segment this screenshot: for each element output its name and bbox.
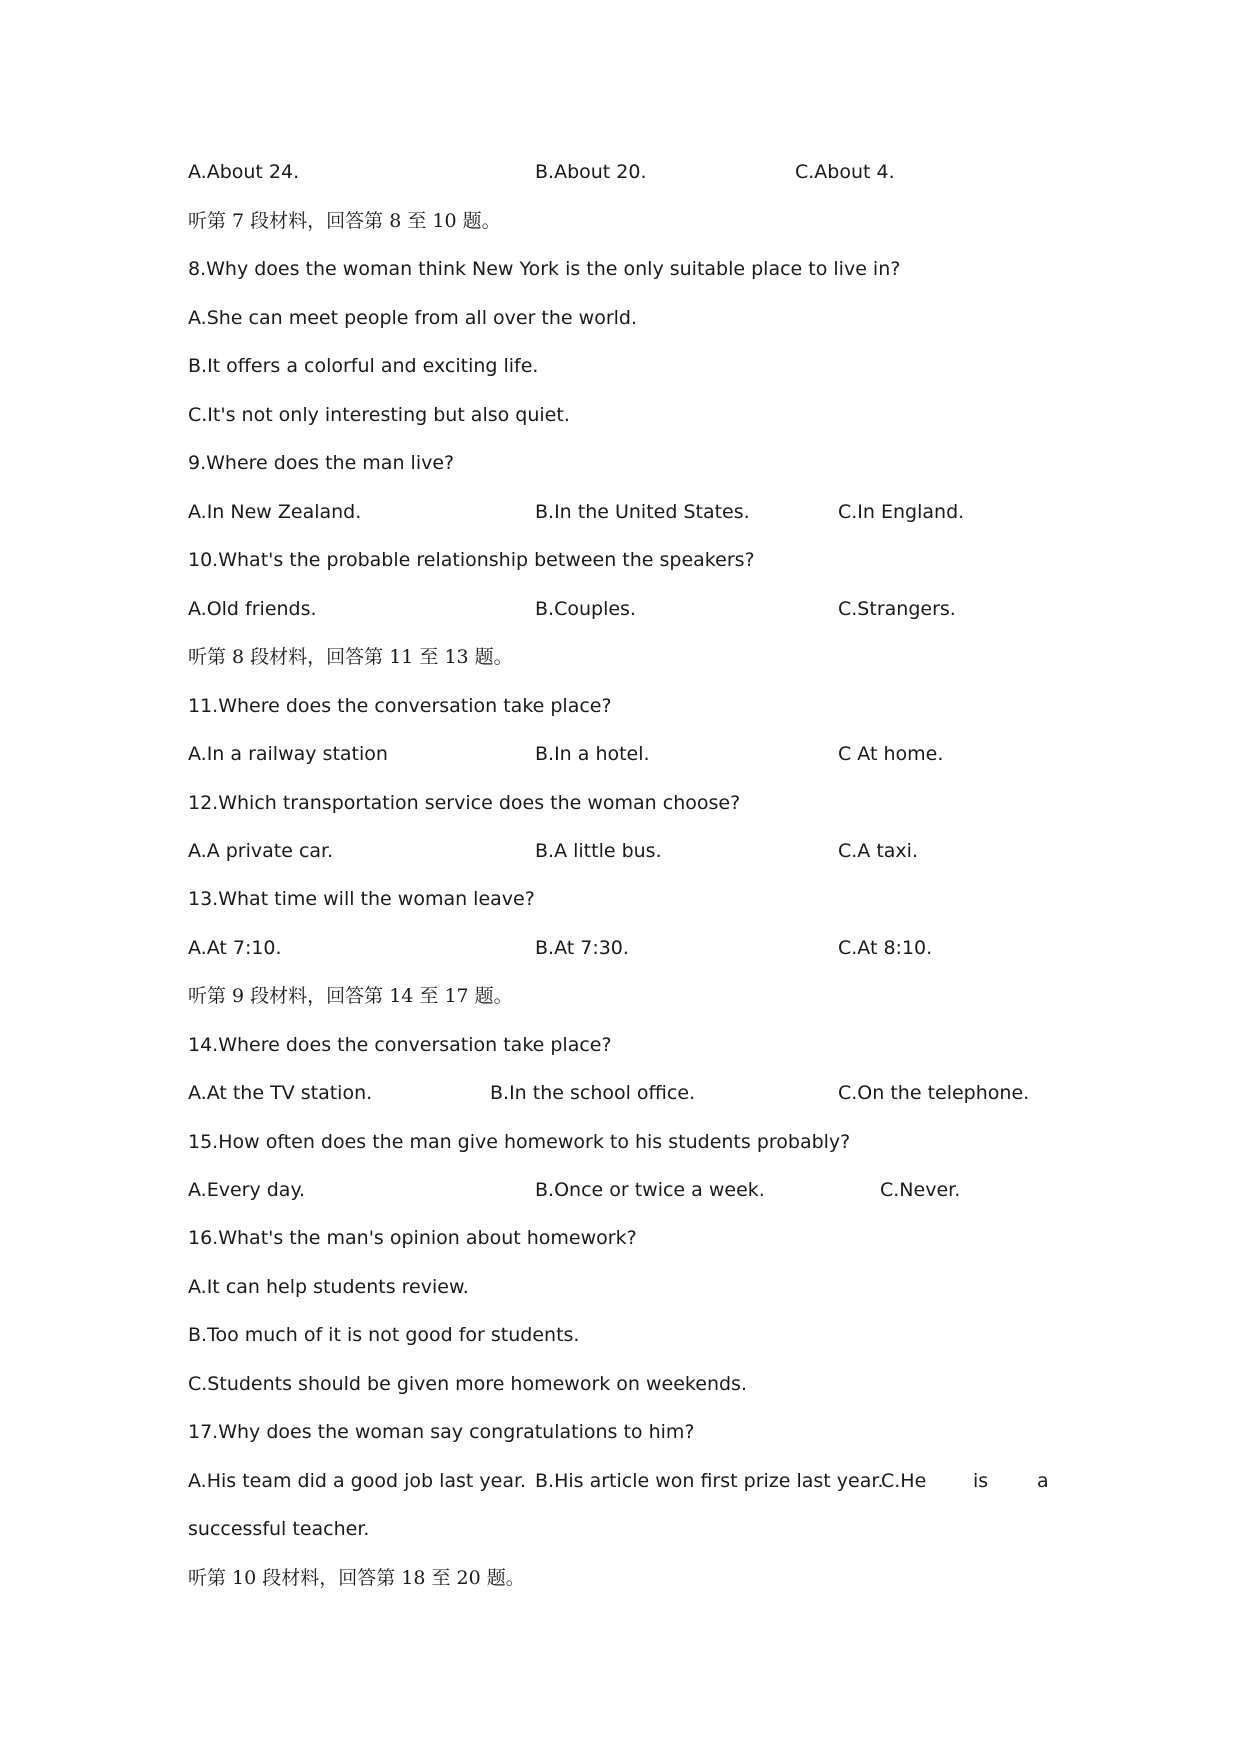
q16-option-b: B.Too much of it is not good for students. — [188, 1324, 580, 1346]
q14-option-a: A.At the TV station. — [188, 1082, 373, 1104]
q9-option-c: C.In England. — [838, 501, 965, 523]
q17-option-c-word-2: is — [973, 1470, 989, 1492]
q7-option-a: A.About 24. — [188, 161, 300, 183]
section-heading-8: 听第 8 段材料，回答第 11 至 13 题。 — [188, 646, 513, 668]
question-11: 11.Where does the conversation take place? — [188, 695, 612, 717]
q11-option-a: A.In a railway station — [188, 743, 388, 765]
section-heading-9: 听第 9 段材料，回答第 14 至 17 题。 — [188, 985, 513, 1007]
q15-option-a: A.Every day. — [188, 1179, 306, 1201]
question-14: 14.Where does the conversation take place? — [188, 1034, 612, 1056]
question-15: 15.How often does the man give homework to his students probably? — [188, 1131, 851, 1153]
q17-option-c-word-3: a — [1037, 1470, 1049, 1492]
q17-option-c-continued: successful teacher. — [188, 1518, 370, 1540]
q16-option-a: A.It can help students review. — [188, 1276, 469, 1298]
q8-option-c: C.It's not only interesting but also quiet. — [188, 404, 570, 426]
question-8: 8.Why does the woman think New York is the only suitable place to live in? — [188, 258, 901, 280]
q17-option-a: A.His team did a good job last year. — [188, 1470, 527, 1492]
q14-option-c: C.On the telephone. — [838, 1082, 1030, 1104]
q13-option-a: A.At 7:10. — [188, 937, 282, 959]
q12-option-b: B.A little bus. — [535, 840, 662, 862]
q7-option-b: B.About 20. — [535, 161, 647, 183]
q7-option-c: C.About 4. — [795, 161, 895, 183]
q17-option-c-word-1: C.He — [881, 1470, 927, 1492]
q12-option-a: A.A private car. — [188, 840, 334, 862]
section-heading-10: 听第 10 段材料，回答第 18 至 20 题。 — [188, 1567, 525, 1589]
q10-option-b: B.Couples. — [535, 598, 636, 620]
q11-option-b: B.In a hotel. — [535, 743, 650, 765]
q11-option-c: C At home. — [838, 743, 944, 765]
question-12: 12.Which transportation service does the woman choose? — [188, 792, 741, 814]
question-17: 17.Why does the woman say congratulations to him? — [188, 1421, 695, 1443]
question-16: 16.What's the man's opinion about homework? — [188, 1227, 637, 1249]
q17-option-b: B.His article won first prize last year. — [535, 1470, 884, 1492]
q16-option-c: C.Students should be given more homework on weekends. — [188, 1373, 747, 1395]
question-9: 9.Where does the man live? — [188, 452, 455, 474]
q10-option-a: A.Old friends. — [188, 598, 317, 620]
q8-option-a: A.She can meet people from all over the world. — [188, 307, 638, 329]
q10-option-c: C.Strangers. — [838, 598, 956, 620]
q15-option-c: C.Never. — [880, 1179, 961, 1201]
q14-option-b: B.In the school office. — [490, 1082, 696, 1104]
section-heading-7: 听第 7 段材料，回答第 8 至 10 题。 — [188, 210, 501, 232]
q13-option-b: B.At 7:30. — [535, 937, 629, 959]
q15-option-b: B.Once or twice a week. — [535, 1179, 765, 1201]
q9-option-b: B.In the United States. — [535, 501, 750, 523]
q8-option-b: B.It offers a colorful and exciting life. — [188, 355, 539, 377]
q9-option-a: A.In New Zealand. — [188, 501, 362, 523]
question-10: 10.What's the probable relationship between the speakers? — [188, 549, 755, 571]
q12-option-c: C.A taxi. — [838, 840, 918, 862]
question-13: 13.What time will the woman leave? — [188, 888, 535, 910]
q13-option-c: C.At 8:10. — [838, 937, 933, 959]
